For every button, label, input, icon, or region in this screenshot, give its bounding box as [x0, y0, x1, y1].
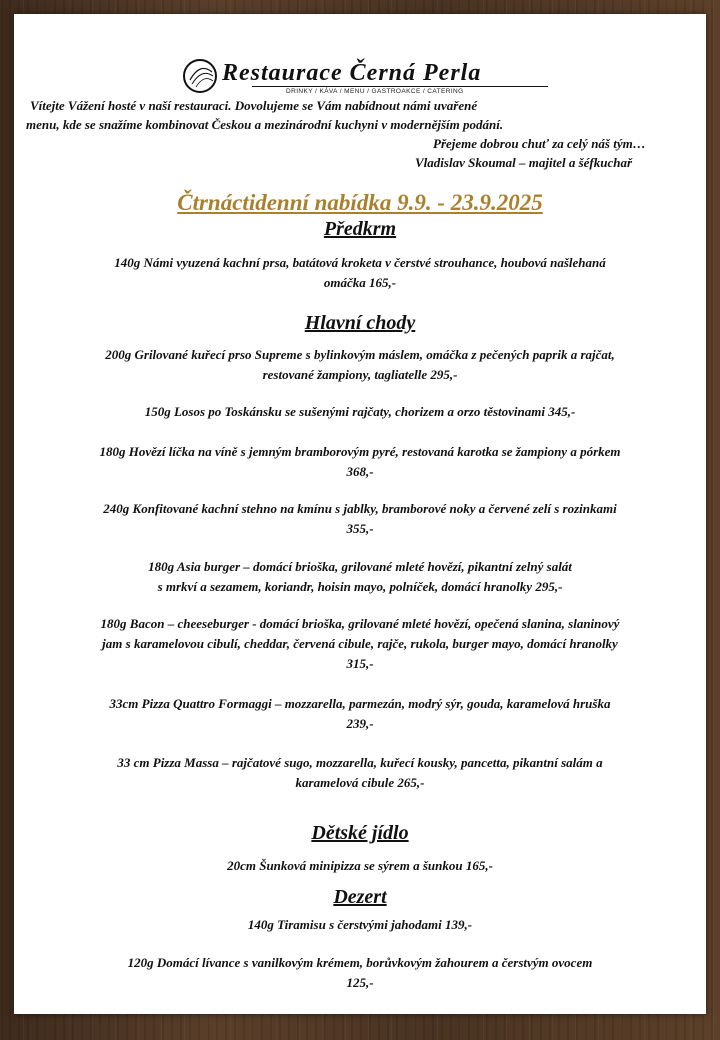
- item-line: 355,-: [346, 521, 374, 536]
- item-line: 239,-: [346, 716, 374, 731]
- logo-underline: [252, 86, 548, 87]
- item-line: 200g Grilované kuřecí prso Supreme s bylinkovým máslem, omáčka z pečených paprik a rajčat,: [105, 347, 615, 362]
- item-line: 180g Bacon – cheeseburger - domácí brioška, grilované mleté hovězí, opečená slanina, slaninový: [100, 616, 620, 631]
- item-line: 368,-: [346, 464, 374, 479]
- item-line: 180g Asia burger – domácí brioška, grilované mleté hovězí, pikantní zelný salát: [148, 559, 572, 574]
- menu-item-main-4: [36, 499, 684, 539]
- signature-line: Vladislav Skoumal – majitel a šéfkuchař: [415, 155, 633, 170]
- menu-item-dessert-2: [36, 953, 684, 993]
- menu-item-starter-1: [36, 253, 684, 293]
- item-line: jam s karamelovou cibulí, cheddar, červená cibule, rajče, rukola, burger mayo, domácí hranolky: [102, 636, 618, 651]
- menu-item-main-3: [36, 442, 684, 482]
- item-line: 140g Tiramisu s čerstvými jahodami 139,-: [247, 917, 473, 932]
- menu-item-dessert-1: [36, 915, 684, 935]
- restaurant-header: [14, 48, 706, 100]
- item-line: 33cm Pizza Quattro Formaggi – mozzarella, parmezán, modrý sýr, gouda, karamelová hruška: [109, 696, 611, 711]
- item-line: 120g Domácí lívance s vanilkovým krémem, borůvkovým žahourem a čerstvým ovocem: [127, 955, 593, 970]
- item-line: 240g Konfitované kachní stehno na kmínu s jablky, bramborové noky a červené zelí s rozinkami: [103, 501, 617, 516]
- item-line: 315,-: [346, 656, 374, 671]
- welcome-line-2: menu, kde se snažíme kombinovat Českou a mezinárodní kuchyni v modernějším podání.: [26, 117, 504, 132]
- menu-item-main-8: [36, 753, 684, 793]
- item-line: 140g Námi vyuzená kachní prsa, batátová kroketa v čerstvé strouhance, houbová našlehaná: [114, 255, 606, 270]
- item-line: omáčka 165,-: [323, 275, 397, 290]
- item-line: 125,-: [346, 975, 374, 990]
- item-line: restované žampiony, tagliatelle 295,-: [262, 367, 458, 382]
- menu-item-main-7: [36, 694, 684, 734]
- menu-item-main-6: [36, 614, 684, 674]
- item-line: 33 cm Pizza Massa – rajčatové sugo, mozzarella, kuřecí kousky, pancetta, pikantní salám a: [117, 755, 603, 770]
- section-kids: Dětské jídlo: [311, 822, 409, 844]
- section-starter: Předkrm: [323, 218, 397, 240]
- section-dessert: Dezert: [333, 886, 387, 908]
- section-mains: Hlavní chody: [304, 312, 416, 334]
- restaurant-name: Restaurace Černá Perla: [222, 60, 482, 86]
- menu-item-main-5: [36, 557, 684, 597]
- offer-title: Čtrnáctidenní nabídka 9.9. - 23.9.2025: [177, 190, 543, 215]
- pearl-logo-icon: [182, 58, 218, 94]
- menu-item-main-2: [36, 402, 684, 422]
- menu-item-main-1: [36, 345, 684, 385]
- item-line: 20cm Šunková minipizza se sýrem a šunkou 165,-: [227, 858, 493, 873]
- menu-item-kids-1: [36, 856, 684, 876]
- menu-paper: [14, 14, 706, 1014]
- item-line: 180g Hovězí líčka na víně s jemným bramborovým pyré, restovaná karotka se žampiony a pórkem: [99, 444, 621, 459]
- welcome-line-1: Vítejte Vážení hosté v naší restauraci. Dovolujeme se Vám nabídnout námi uvařené: [30, 98, 478, 113]
- item-line: 150g Losos po Toskánsku se sušenými rajčaty, chorizem a orzo těstovinami 345,-: [144, 404, 576, 419]
- welcome-line-3: Přejeme dobrou chuť za celý náš tým…: [433, 136, 646, 151]
- item-line: s mrkví a sezamem, koriandr, hoisin mayo, polníček, domácí hranolky 295,-: [157, 579, 563, 594]
- welcome-text: [28, 96, 668, 172]
- restaurant-tagline: DRINKY / KÁVA / MENU / GASTROAKCE / CATERING: [286, 88, 464, 95]
- item-line: karamelová cibule 265,-: [295, 775, 425, 790]
